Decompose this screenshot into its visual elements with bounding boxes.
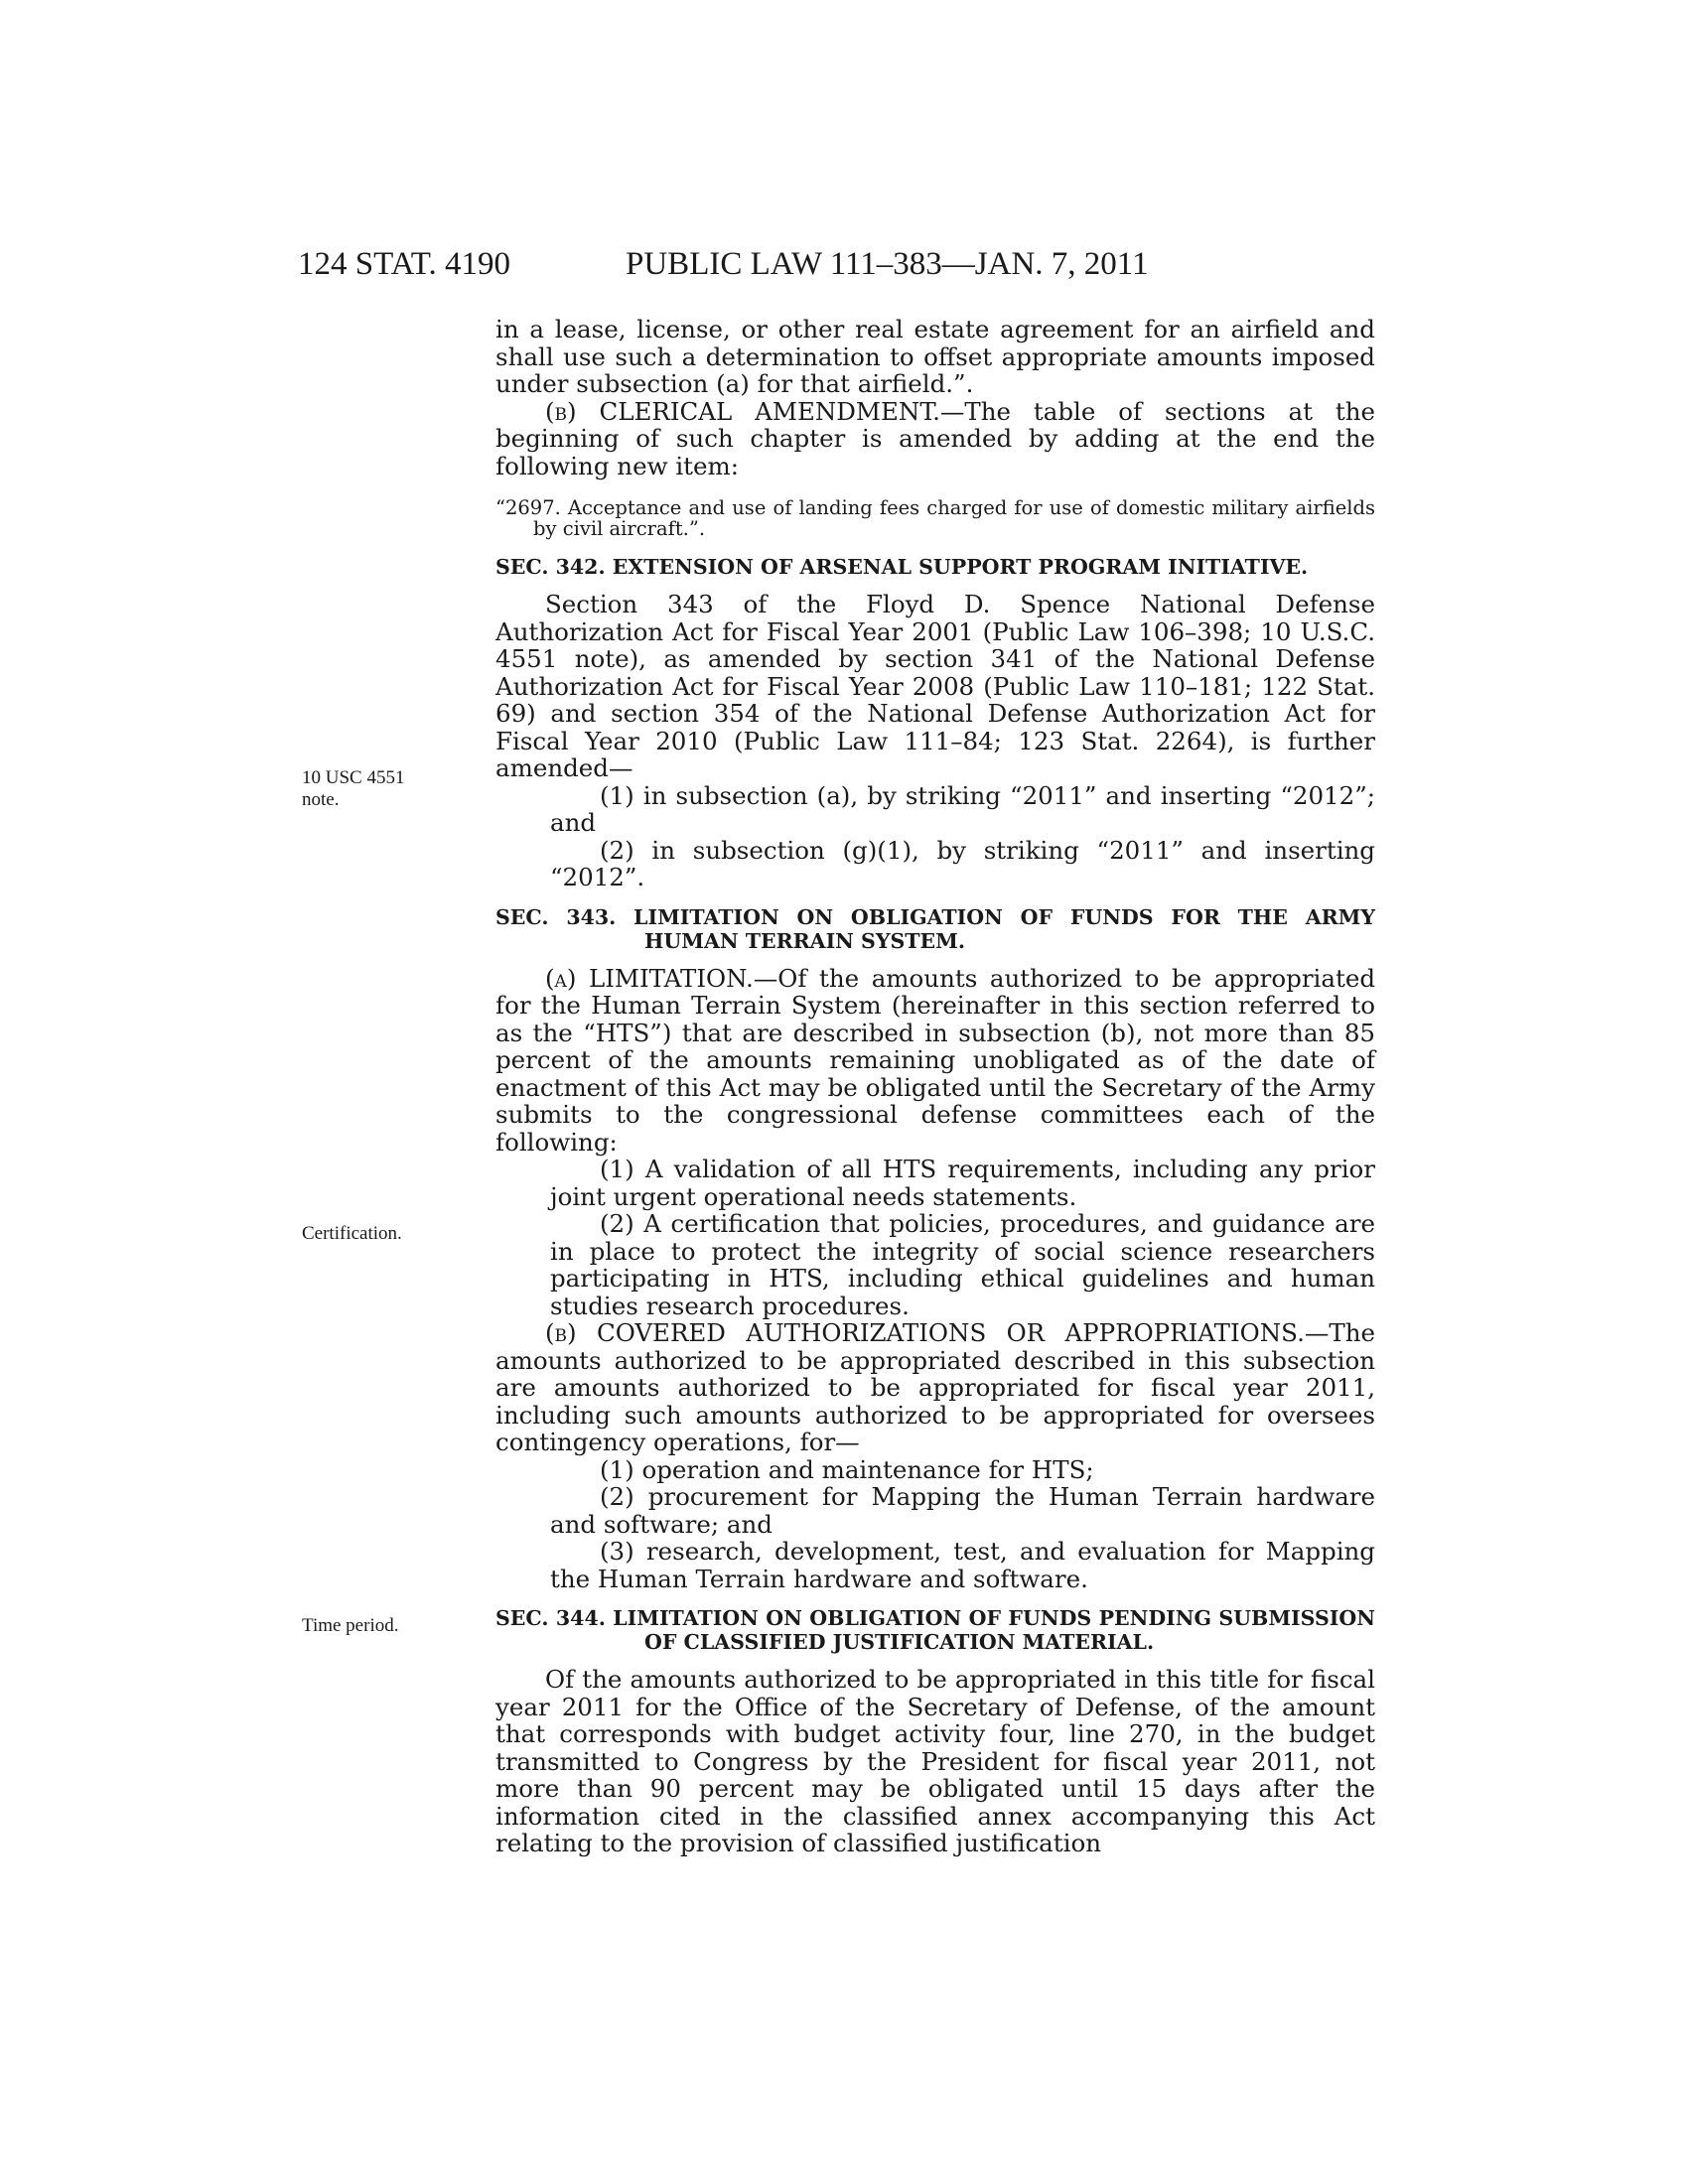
section-343-b-label: (b) COVERED AUTHORIZATIONS OR APPROPRIATIONS. — [545, 1318, 1305, 1347]
margin-note-usc — [302, 767, 404, 811]
section-343-a-item-2: (2) A certification that policies, procedures, and guidance are in place to protect the integrity of social science researchers participating in HTS, including ethical guidelines and human studies research procedures. — [550, 1209, 1375, 1320]
margin-note-usc-line2: note. — [302, 789, 340, 810]
section-343-b-paragraph — [495, 1319, 1375, 1456]
clerical-amendment-label: (b) CLERICAL AMENDMENT. — [545, 396, 940, 426]
section-343-heading: SEC. 343. LIMITATION ON OBLIGATION OF FUNDS FOR THE ARMY HUMAN TERRAIN SYSTEM. — [495, 904, 1375, 953]
section-343-b-text: —The amounts authorized to be appropriated described in this subsection are amounts authorized to be appropriated for fiscal year 2011, including such amounts authorized to be appropriated for oversees contingency operations, for— — [495, 1318, 1375, 1456]
margin-note-time-period: Time period. — [302, 1615, 399, 1636]
document-body — [495, 316, 1375, 1857]
section-343-a-paragraph — [495, 965, 1375, 1157]
section-343-b-item-2: (2) procurement for Mapping the Human Terrain hardware and software; and — [550, 1482, 1375, 1539]
section-344-text: Of the amounts authorized to be appropriated in this title for fiscal year 2011 for the Office of the Secretary of Defense, of the amount that corresponds with budget activity four, line 270, in the budget transmitted to Congress by the President for fiscal year 2011, not more than 90 percent may be obligated until 15 days after the information cited in the classified annex accompanying this Act relating to the provision of classified justification — [495, 1665, 1375, 1857]
section-343-b-item-3: (3) research, development, test, and evaluation for Mapping the Human Terrain hardware and software. — [550, 1537, 1375, 1593]
section-344-heading: SEC. 344. LIMITATION ON OBLIGATION OF FUNDS PENDING SUBMISSION OF CLASSIFIED JUSTIFICATION MATERIAL. — [495, 1606, 1375, 1654]
section-343-a-text: —Of the amounts authorized to be appropriated for the Human Terrain System (hereinafter in this section referred to as the “HTS”) that are described in subsection (b), not more than 85 percent of the amounts remaining unobligated as of the date of enactment of this Act may be obligated until the Secretary of the Army submits to the congressional defense committees each of the following: — [495, 963, 1376, 1157]
section-343-a-item-1: (1) A validation of all HTS requirements, including any prior joint urgent operational needs statements. — [550, 1155, 1375, 1211]
section-342-text: Section 343 of the Floyd D. Spence National Defense Authorization Act for Fiscal Year 2001 (Public Law 106–398; 10 U.S.C. 4551 note), as amended by section 341 of the National Defense Authorization Act for Fiscal Year 2008 (Public Law 110–181; 122 Stat. 69) and section 354 of the National Defense Authorization Act for Fiscal Year 2010 (Public Law 111–84; 123 Stat. 2264), is further amended— — [495, 590, 1375, 782]
clerical-amendment-text: —The table of sections at the beginning of such chapter is amended by adding at the end the following new item: — [495, 396, 1375, 480]
margin-note-certification: Certification. — [302, 1223, 402, 1244]
section-343-a-label: (a) LIMITATION. — [545, 963, 754, 993]
clerical-amendment-paragraph — [495, 398, 1375, 480]
margin-note-usc-line1: 10 USC 4551 — [302, 767, 405, 788]
section-342-item-2: (2) in subsection (g)(1), by striking “2011” and inserting “2012”. — [550, 835, 1375, 891]
running-header-title: PUBLIC LAW 111–383—JAN. 7, 2011 — [626, 246, 1149, 282]
continuation-paragraph: in a lease, license, or other real estate agreement for an airfield and shall use such a determination to offset appropriate amounts imposed under subsection (a) for that airfield.”. — [495, 315, 1375, 398]
table-of-sections-item: “2697. Acceptance and use of landing fees charged for use of domestic military airfields by civil aircraft.”. — [495, 496, 1375, 540]
section-342-item-1: (1) in subsection (a), by striking “2011” and inserting “2012”; and — [550, 780, 1375, 837]
page-reference: 124 STAT. 4190 — [298, 246, 511, 282]
section-343-b-item-1: (1) operation and maintenance for HTS; — [600, 1454, 1094, 1484]
section-342-heading: SEC. 342. EXTENSION OF ARSENAL SUPPORT PROGRAM INITIATIVE. — [495, 555, 1309, 579]
